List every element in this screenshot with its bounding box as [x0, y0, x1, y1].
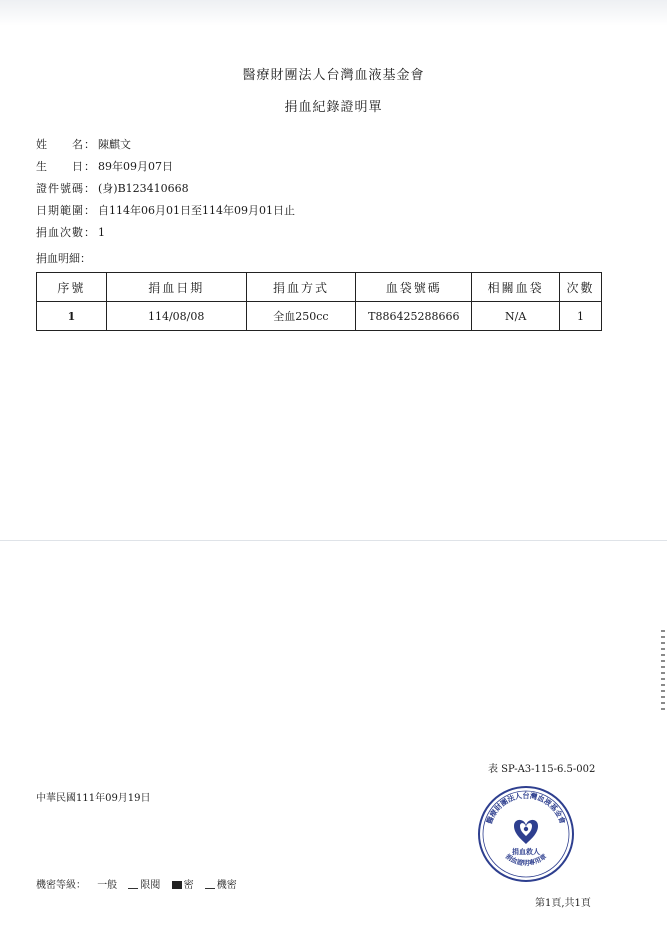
table-row — [37, 302, 602, 331]
cell-method: 全血250cc — [246, 302, 356, 331]
birthday-label: 生 日： — [36, 160, 96, 173]
id-field — [36, 180, 189, 196]
issue-date: 中華民國111年09月19日 — [36, 793, 151, 804]
header-date: 捐血日期 — [106, 273, 246, 302]
organization-title: 醫療財團法人台灣血液基金會 — [242, 68, 425, 83]
classification-label: 機密等級： — [36, 880, 86, 891]
id-label: 證件號碼： — [36, 182, 96, 195]
name-label: 姓 名： — [36, 138, 96, 151]
option-confidential: 密 — [172, 880, 194, 891]
id-value: (身)B123410668 — [98, 182, 189, 195]
header-serial: 序號 — [37, 273, 107, 302]
cell-bag-number: T886425288666 — [356, 302, 472, 331]
donation-detail-label: 捐血明細： — [36, 252, 91, 265]
document-title: 捐血紀錄證明單 — [284, 100, 383, 115]
seal-inner-text: 捐血救人 — [512, 848, 540, 856]
option-general: 一般 — [97, 880, 118, 891]
date-range-label: 日期範圍： — [36, 204, 96, 217]
seal-outer-text: 醫療財團法人台灣血液基金會 — [484, 791, 568, 826]
header-method: 捐血方式 — [246, 273, 356, 302]
seal-bottom-text: 捐血證明專用章 — [503, 852, 549, 868]
checkbox-filled-icon — [172, 881, 182, 889]
date-range-value: 自114年06月01日至114年09月01日止 — [98, 204, 295, 217]
birthday-field — [36, 158, 173, 174]
date-range-field — [36, 202, 295, 218]
checkbox-empty-icon — [128, 879, 138, 889]
cell-date: 114/08/08 — [106, 302, 246, 331]
header-bag-number: 血袋號碼 — [356, 273, 472, 302]
name-field — [36, 136, 131, 152]
classification-level — [36, 876, 237, 891]
scan-fold-line — [0, 540, 667, 541]
option-secret: 機密 — [205, 880, 237, 891]
table-header-row — [37, 273, 602, 302]
option-restricted: 限閱 — [128, 880, 160, 891]
cell-related-bag: N/A — [472, 302, 560, 331]
form-code: 表 SP-A3-115-6.5-002 — [488, 764, 596, 775]
checkbox-empty-icon — [205, 879, 215, 889]
scan-shadow-top — [0, 0, 667, 26]
scan-edge-speckle — [661, 630, 665, 710]
page-number: 第1頁,共1頁 — [535, 898, 591, 909]
name-value: 陳麒文 — [98, 138, 131, 151]
header-count: 次數 — [560, 273, 602, 302]
official-seal — [476, 784, 576, 884]
header-related-bag: 相關血袋 — [472, 273, 560, 302]
birthday-value: 89年09月07日 — [98, 160, 173, 173]
donation-count-label: 捐血次數： — [36, 226, 96, 239]
donation-table — [36, 272, 602, 331]
cell-serial: 1 — [37, 302, 107, 331]
heart-drop-icon — [514, 820, 538, 844]
donation-count-value: 1 — [98, 226, 105, 239]
donation-count-field — [36, 224, 105, 240]
cell-count: 1 — [560, 302, 602, 331]
